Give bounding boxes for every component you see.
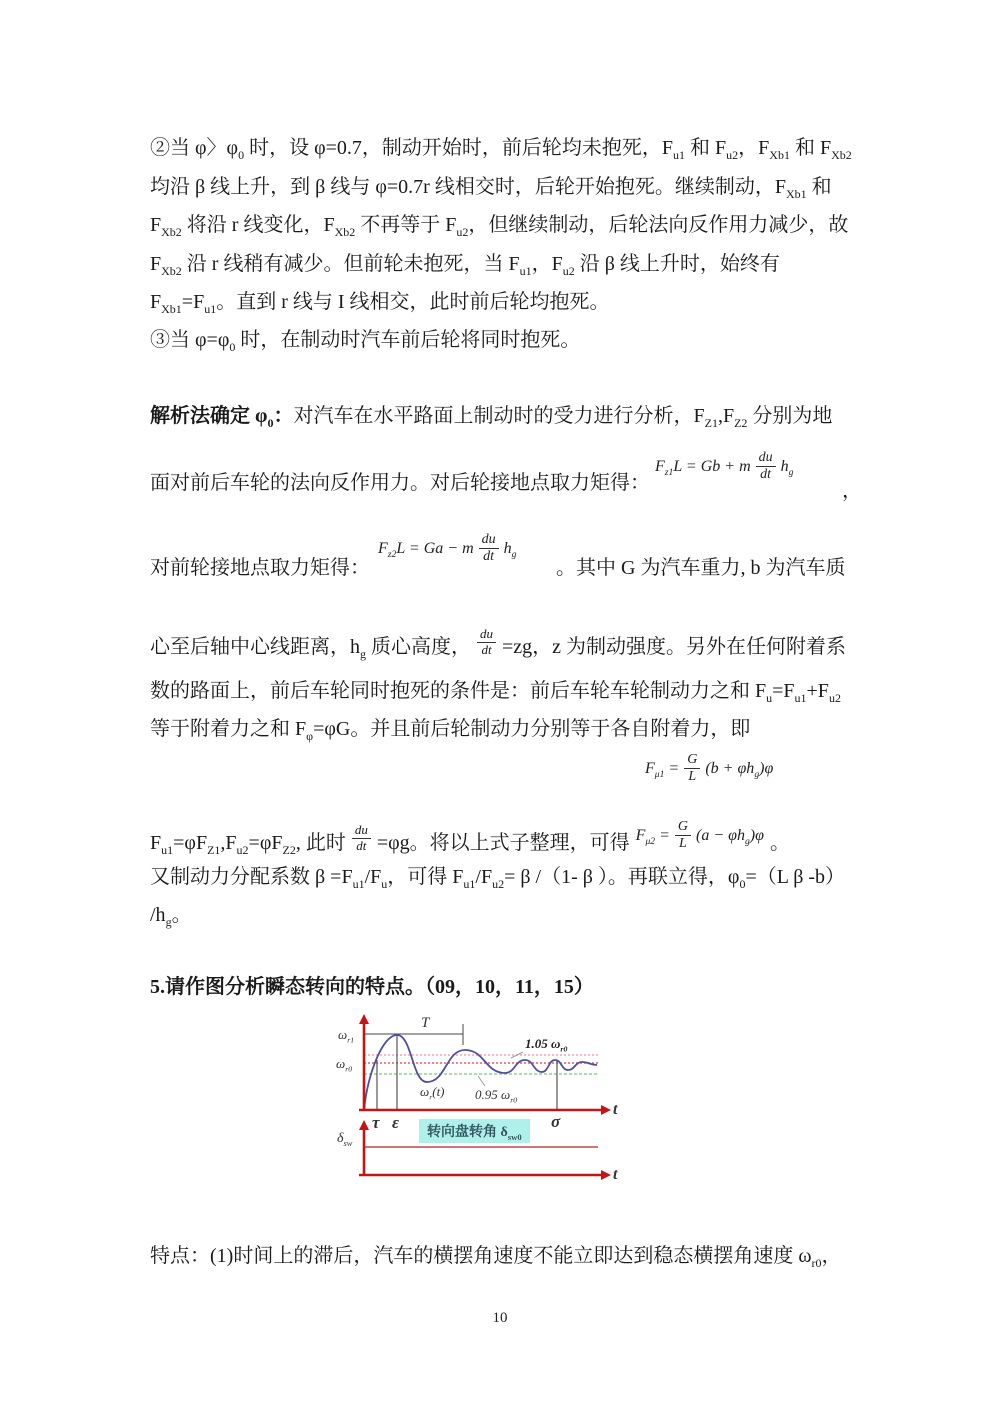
text-line: 对前轮接地点取力矩得： <box>150 557 370 579</box>
t-axis-label-bottom: t <box>613 1166 618 1183</box>
text-segment: 心至后轴中心线距离，$h_g$ 质心高度， <box>150 635 471 661</box>
text-line: $F_{Xb2}$ 将沿 r 线变化，$F_{Xb2}$ 不再等于 $F_{u2}$，但继续制动，后轮法向反作用力减少，故 <box>150 214 849 239</box>
upper-band-label: 1.05 $\omega_{r0}$ <box>525 1036 568 1054</box>
formula-rhs: $(b + \varphi h_g)\varphi$ <box>705 759 774 780</box>
epsilon-label: ε <box>392 1113 399 1132</box>
characteristics-note: 特点：(1)时间上的滞后，汽车的横摆角速度不能立即达到稳态横摆角速度 $\omega_{r0}$， <box>150 1245 842 1270</box>
text-line: ②当 φ〉$\varphi_0$ 时，设 φ=0.7，制动开始时，前后轮均未抱死，$F_{u1}$ 和 $F_{u2}$，$F_{Xb1}$ 和 $F_{Xb2}$ <box>150 137 852 162</box>
steer-x-axis-arrow <box>601 1170 611 1180</box>
lower-band-label: 0.95 $\omega_{r0}$ <box>475 1087 518 1105</box>
steering-angle-box: 转向盘转角 $\delta_{sw0}$ <box>419 1119 530 1143</box>
tau-label: τ <box>372 1113 380 1132</box>
page-number: 10 <box>492 1310 508 1326</box>
question-title: 5.请作图分析瞬态转向的特点。（09，10，11，15） <box>150 976 594 998</box>
formula-rear-axle-moment <box>655 450 793 483</box>
fraction-G-L: $\frac{G}{L}$ <box>684 752 700 785</box>
formula-tail-comma: ， <box>842 480 862 502</box>
text-line-with-fraction <box>150 608 846 660</box>
fraction-du-dt: $\frac{du}{dt}$ <box>352 823 371 854</box>
text-line: 又制动力分配系数 $\beta =F_{u1}/F_u$，可得 $F_{u1}/F_{u2}= \beta$ /（1- β ）。再联立得，$\varphi_0=(L$ β -b） <box>150 866 846 891</box>
formula-lhs: $F_{z2}L = Ga - m$ <box>378 539 474 560</box>
formula-rhs: $(a - \varphi h_g)\varphi$ <box>696 826 764 848</box>
text-segment: $F_{u1}=\varphi F_{Z1},F_{u2}=\varphi F_{Z2}$, 此时 <box>150 831 346 857</box>
omega-r0-label: $\omega_{r0}$ <box>336 1056 353 1074</box>
formula-lhs: $F_{\mu 1}$ = <box>645 759 680 780</box>
formula-front-axle-moment <box>378 532 516 565</box>
text-line: $/h_g$。 <box>150 904 192 929</box>
text-line: $F_{Xb1}=F_{u1}$。直到 r 线与 I 线相交，此时前后轮均抱死。 <box>150 291 610 316</box>
formula-lhs: $F_{\mu 2}$ = <box>635 826 670 848</box>
omega-r1-label: $\omega_{r1}$ <box>338 1027 355 1045</box>
yaw-x-axis-arrow <box>601 1105 611 1115</box>
fraction-G-L: $\frac{G}{L}$ <box>675 819 691 852</box>
figure-canvas <box>335 1010 655 1205</box>
fraction-du-dt: $\frac{du}{dt}$ <box>479 532 499 565</box>
heading-rest: 对汽车在水平路面上制动时的受力进行分析，$F_{Z1},F_{Z2}$ 分别为地 <box>293 405 833 430</box>
formula-rhs: $h_g$ <box>503 539 517 560</box>
text-line: 等于附着力之和 $F_\varphi=\varphi G$。并且前后轮制动力分别等于各自附着力，即 <box>150 718 751 743</box>
section-heading-line <box>150 403 860 429</box>
lower-band-leader <box>478 1076 485 1086</box>
text-segment: =φg。将以上式子整理，可得 <box>376 831 630 854</box>
period-label: T <box>421 1015 430 1031</box>
text-line: 数的路面上，前后车轮同时抱死的条件是：前后车轮车轮制动力之和 $F_u=F_{u1}+F_{u2}$ <box>150 680 841 705</box>
formula-rear-adhesion <box>636 819 764 852</box>
delta-sw-label: $\delta_{sw}$ <box>337 1131 353 1148</box>
text-line: 。其中 G 为汽车重力, b 为汽车质 <box>556 557 846 579</box>
text-line-with-formula <box>150 798 790 856</box>
transient-steering-figure <box>335 1010 655 1205</box>
text-line: $F_{Xb2}$ 沿 r 线稍有减少。但前轮未抱死，当 $F_{u1}$，$F_{u2}$ 沿 β 线上升时，始终有 <box>150 253 780 278</box>
text-line: 面对前后车轮的法向反作用力。对后轮接地点取力矩得： <box>150 472 650 494</box>
text-line: ③当 $\varphi=\varphi_0$ 时，在制动时汽车前后轮将同时抱死。 <box>150 329 581 354</box>
formula-front-adhesion <box>645 752 773 785</box>
text-line: 均沿 β 线上升，到 β 线与 φ=0.7r 线相交时，后轮开始抱死。继续制动，$F_{Xb1}$ 和 <box>150 176 832 201</box>
fraction-du-dt: $\frac{du}{dt}$ <box>756 450 776 483</box>
formula-lhs: $F_{z1}L = Gb + m$ <box>655 457 751 478</box>
sigma-label: σ <box>551 1112 561 1131</box>
t-axis-label-top: t <box>613 1101 618 1118</box>
text-segment: =zg，z 为制动强度。另外在任何附着系 <box>502 635 847 658</box>
fraction-du-dt: $\frac{du}{dt}$ <box>477 627 496 658</box>
yaw-y-axis-arrow <box>359 1014 369 1024</box>
steer-y-axis-arrow <box>359 1120 369 1130</box>
section-heading: 解析法确定 $\varphi_0$： <box>150 405 294 430</box>
curve-label: $\omega_r(t)$ <box>420 1084 445 1102</box>
formula-rhs: $h_g$ <box>780 457 794 478</box>
formula-tail-period: 。 <box>769 831 790 854</box>
